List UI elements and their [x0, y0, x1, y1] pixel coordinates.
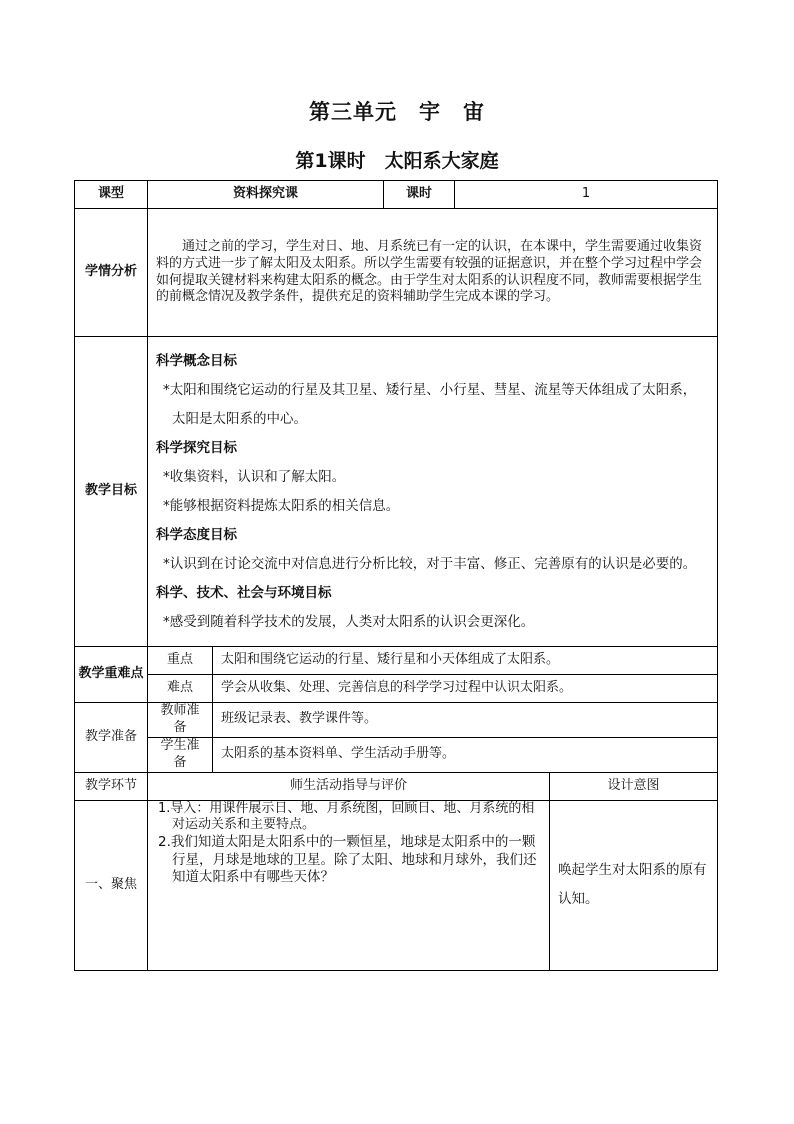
- stage1-activity: [148, 800, 550, 970]
- teacher-prep-label: 教师准备: [148, 703, 213, 738]
- goals-content: [148, 337, 718, 647]
- student-prep-row: [75, 737, 718, 772]
- unit-title: 第三单元 宇 宙: [309, 100, 485, 124]
- lesson-title: 第1课时 太阳系大家庭: [295, 150, 499, 172]
- lesson-type-label: 课型: [75, 181, 148, 209]
- focus-label: 重点: [148, 647, 213, 675]
- teacher-prep-row: [75, 703, 718, 738]
- goals-label: 教学目标: [75, 337, 148, 647]
- process-header-row: [75, 772, 718, 800]
- attitude-goal-item: *认识到在讨论交流中对信息进行分析比较，对于丰富、修正、完善原有的认识是必要的。: [163, 555, 697, 572]
- stage1-item-1: 1.导入：用课件展示日、地、月系统图，回顾日、地、月系统的相对运动关系和主要特点。: [158, 800, 535, 833]
- inquiry-goal-heading: 科学探究目标: [156, 439, 237, 456]
- attitude-goal-heading: 科学态度目标: [156, 526, 237, 543]
- stage1-name: 一、聚焦: [75, 800, 148, 970]
- difficulty-row: [75, 675, 718, 703]
- sts-goal-heading: 科学、技术、社会与环境目标: [156, 584, 332, 601]
- focus-row: [75, 647, 718, 675]
- analysis-text: 通过之前的学习，学生对日、地、月系统已有一定的认识，在本课中，学生需要通过收集资料的方式进一步了解太阳及太阳系。所以学生需要有较强的证据意识，并在整个学习过程中学会如何提取关键材料来构建太阳系的概念。由于学生对太阳系的认识程度不同，教师需要根据学生的前概念情况及教学条件，提供充足的资料辅助学生完成本课的学习。: [148, 209, 718, 337]
- header-row: [75, 181, 718, 209]
- student-prep-label: 学生准备: [148, 737, 213, 772]
- analysis-label: 学情分析: [75, 209, 148, 337]
- stage-header: 教学环节: [75, 772, 148, 800]
- goals-row: [75, 337, 718, 647]
- stage1-row: [75, 800, 718, 970]
- concept-goal-item: *太阳和围绕它运动的行星及其卫星、矮行星、小行星、彗星、流星等天体组成了太阳系，太阳是太阳系的中心。: [163, 381, 697, 427]
- focus-text: 太阳和围绕它运动的行星、矮行星和小天体组成了太阳系。: [213, 647, 718, 675]
- concept-goal-heading: 科学概念目标: [156, 352, 237, 369]
- difficulty-label: 难点: [148, 675, 213, 703]
- preparation-label: 教学准备: [75, 703, 148, 773]
- teacher-prep-text: 班级记录表、教学课件等。: [213, 703, 718, 738]
- analysis-row: [75, 209, 718, 337]
- inquiry-goal-item-1: *收集资料，认识和了解太阳。: [163, 468, 346, 485]
- stage1-intent: 唤起学生对太阳系的原有认知。: [550, 800, 718, 970]
- stage1-item-2: 2.我们知道太阳是太阳系中的一颗恒星，地球是太阳系中的一颗行星，月球是地球的卫星。除了太阳、地球和月球外，我们还知道太阳系中有哪些天体？: [158, 834, 537, 886]
- intent-header: 设计意图: [550, 772, 718, 800]
- key-points-label: 教学重难点: [75, 647, 148, 703]
- lesson-hours-value: 1: [455, 181, 718, 209]
- lesson-hours-label: 课时: [384, 181, 455, 209]
- student-prep-text: 太阳系的基本资料单、学生活动手册等。: [213, 737, 718, 772]
- lesson-type-value: 资料探究课: [148, 181, 384, 209]
- inquiry-goal-item-2: *能够根据资料提炼太阳系的相关信息。: [163, 497, 400, 514]
- sts-goal-item: *感受到随着科学技术的发展，人类对太阳系的认识会更深化。: [163, 613, 535, 630]
- difficulty-text: 学会从收集、处理、完善信息的科学学习过程中认识太阳系。: [213, 675, 718, 703]
- lesson-plan-table: [74, 180, 718, 971]
- activity-header: 师生活动指导与评价: [148, 772, 550, 800]
